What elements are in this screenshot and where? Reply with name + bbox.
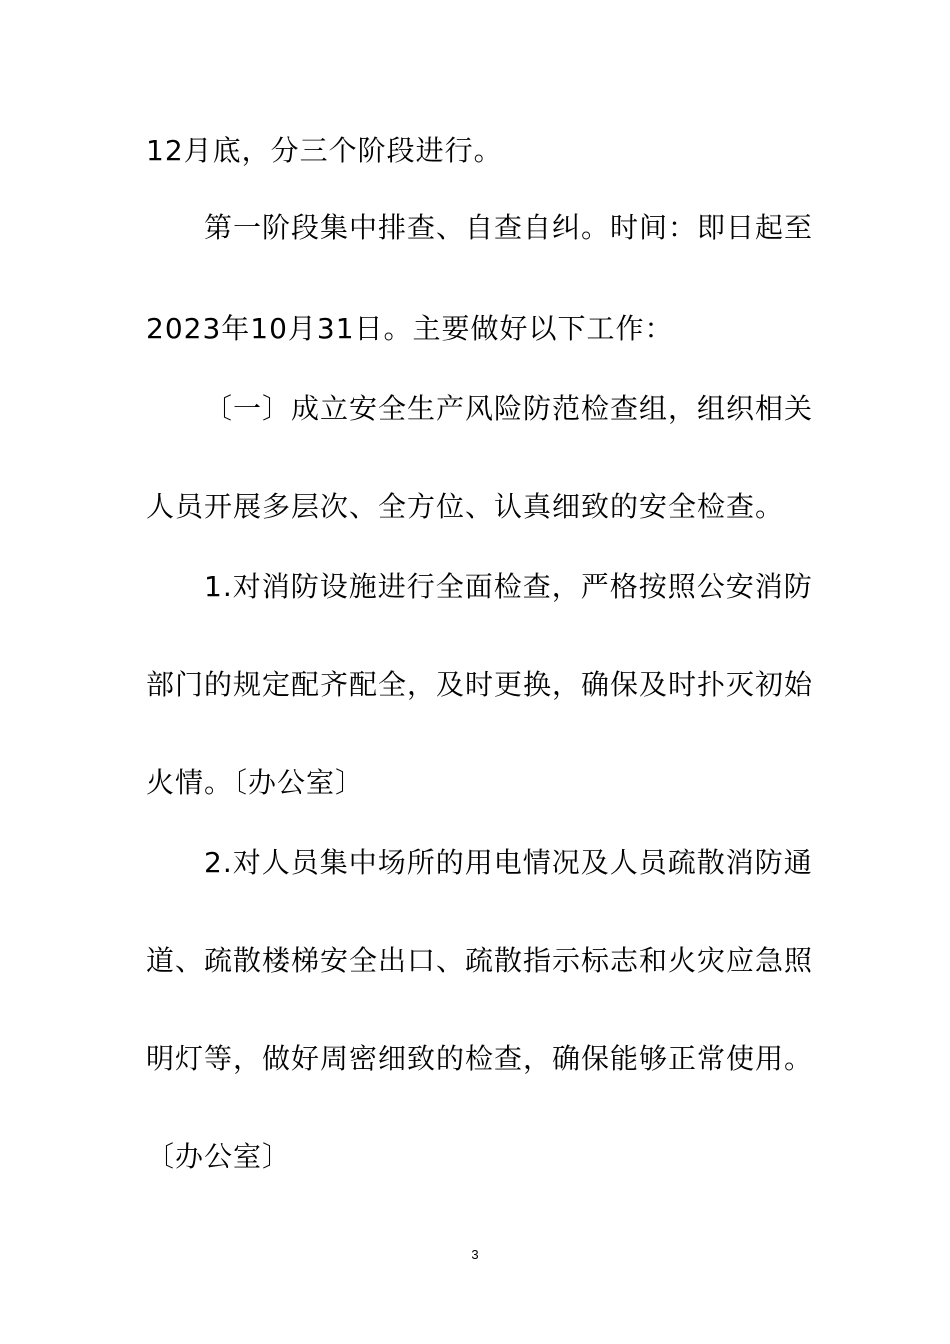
text-line: 人员开展多层次、全方位、认真细致的安全检查。 <box>146 490 785 523</box>
text-line: 〔办公室〕 <box>146 1140 292 1173</box>
text-line: 部门的规定配齐配全，及时更换，确保及时扑灭初始 <box>146 668 814 701</box>
text-line: 火情。〔办公室〕 <box>146 766 365 799</box>
text-line: 2023年10月31日。主要做好以下工作： <box>146 312 674 345</box>
text-line: 第一阶段集中排查、自查自纠。时间：即日起至 <box>204 211 814 244</box>
page-number: 3 <box>471 1247 479 1262</box>
text-line: 明灯等，做好周密细致的检查，确保能够正常使用。 <box>146 1042 814 1075</box>
text-line: 12月底，分三个阶段进行。 <box>146 134 503 167</box>
text-line: 1.对消防设施进行全面检查，严格按照公安消防 <box>204 570 813 603</box>
text-line: 2.对人员集中场所的用电情况及人员疏散消防通 <box>204 846 813 879</box>
text-line: 道、疏散楼梯安全出口、疏散指示标志和火灾应急照 <box>146 944 814 977</box>
text-line: 〔一〕成立安全生产风险防范检查组，组织相关 <box>204 392 814 425</box>
